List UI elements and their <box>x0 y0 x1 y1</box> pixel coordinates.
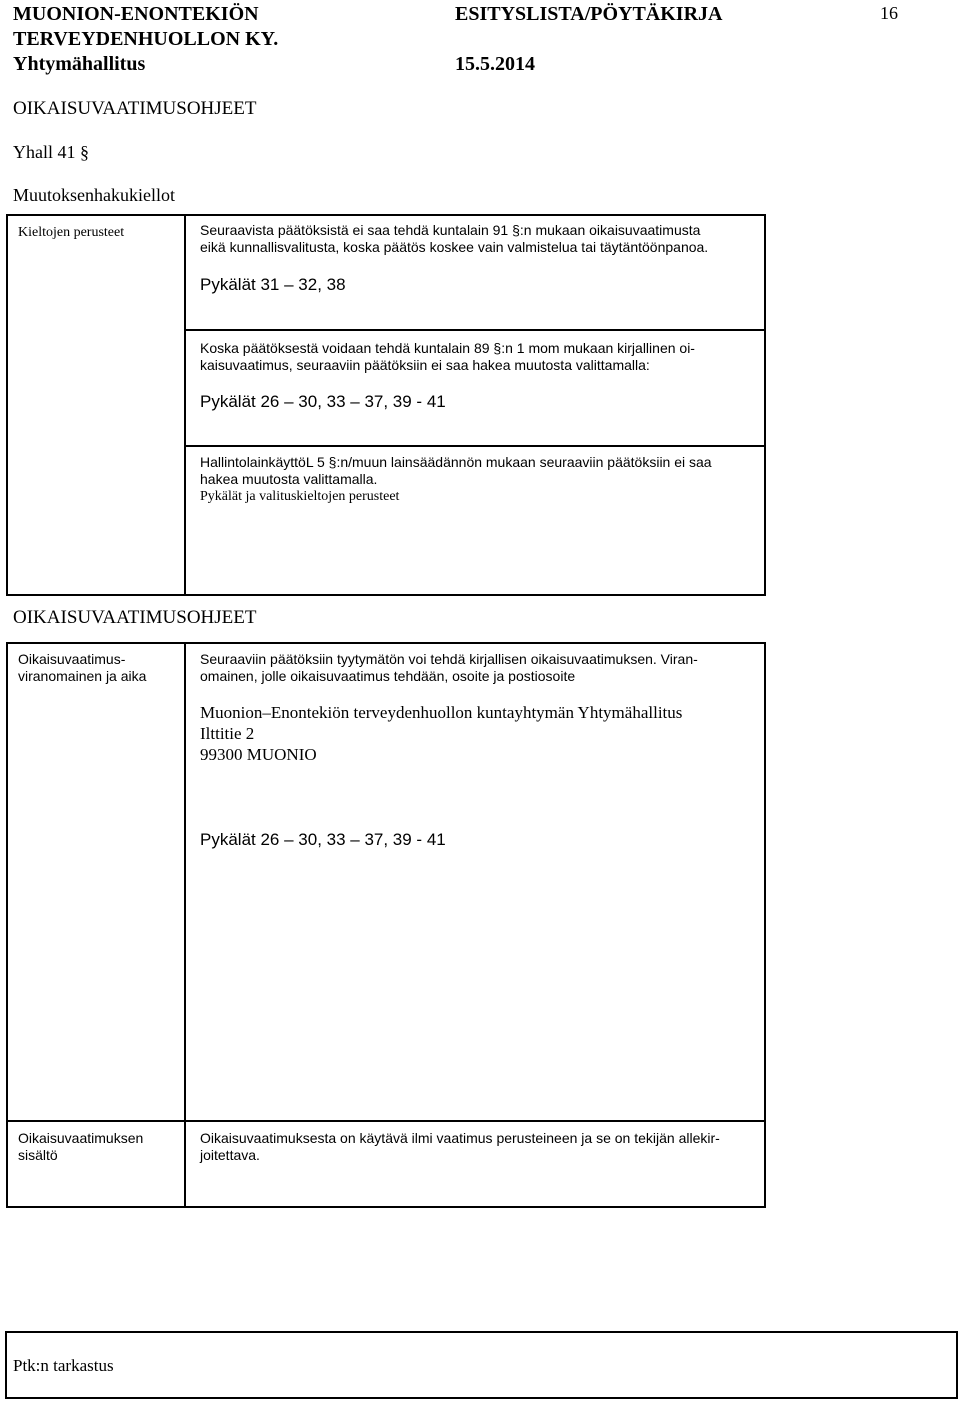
content-label-line2: sisältö <box>18 1147 58 1163</box>
org-name-line3: Yhtymähallitus <box>13 53 146 75</box>
authority-address-line3: 99300 MUONIO <box>200 745 317 764</box>
authority-label-line2: viranomainen ja aika <box>18 668 147 684</box>
appealable-sections: Pykälät 26 – 30, 33 – 37, 39 - 41 <box>200 830 446 849</box>
ban-grounds-label: Kieltojen perusteet <box>18 225 125 240</box>
appeal-bans-divider <box>184 214 186 596</box>
ban-para2-line2: kaisuvaatimus, seuraaviin päätöksiin ei saa hakea muutosta valittamalla: <box>200 357 650 373</box>
ban-para3-line2: hakea muutosta valittamalla. <box>200 471 378 487</box>
ban-para2-sections: Pykälät 26 – 30, 33 – 37, 39 - 41 <box>200 392 446 411</box>
ban-para2-line1: Koska päätöksestä voidaan tehdä kuntalain 89 §:n 1 mom mukaan kirjallinen oi- <box>200 340 695 356</box>
ban-para1-line2: eikä kunnallisvalitusta, koska päätös koskee vain valmistelua tai täytäntöönpanoa. <box>200 239 709 255</box>
authority-address-line1: Muonion–Enontekiön terveydenhuollon kuntayhtymän Yhtymähallitus <box>200 703 683 722</box>
appeal-instructions-row-divider <box>6 1120 766 1122</box>
authority-para-line1: Seuraaviin päätöksiin tyytymätön voi tehdä kirjallisen oikaisuvaatimuksen. Viran- <box>200 651 698 667</box>
org-name-line1: MUONION-ENONTEKIÖN <box>13 3 259 25</box>
appeal-instructions-divider <box>184 642 186 1208</box>
content-text-line2: joitettava. <box>200 1147 260 1163</box>
section1-title: OIKAISUVAATIMUSOHJEET <box>13 98 257 119</box>
content-text-line1: Oikaisuvaatimuksesta on käytävä ilmi vaatimus perusteineen ja se on tekijän allekir- <box>200 1130 720 1146</box>
ban-para1-sections: Pykälät 31 – 32, 38 <box>200 275 346 294</box>
minutes-review-box <box>5 1331 958 1399</box>
document-type: ESITYSLISTA/PÖYTÄKIRJA <box>455 3 723 25</box>
appeal-bans-row-divider-2 <box>184 445 766 447</box>
ban-para1-line1: Seuraavista päätöksistä ei saa tehdä kuntalain 91 §:n mukaan oikaisuvaatimusta <box>200 222 701 238</box>
org-name-line2: TERVEYDENHUOLLON KY. <box>13 28 279 50</box>
authority-address-line2: Ilttitie 2 <box>200 724 255 743</box>
appeal-instructions-box <box>6 642 766 1208</box>
authority-label-line1: Oikaisuvaatimus- <box>18 651 126 667</box>
section2-title: OIKAISUVAATIMUSOHJEET <box>13 607 257 628</box>
appeal-bans-row-divider-1 <box>184 329 766 331</box>
minutes-review-label: Ptk:n tarkastus <box>13 1356 114 1375</box>
document-date: 15.5.2014 <box>455 53 535 75</box>
ban-para3-note: Pykälät ja valituskieltojen perusteet <box>200 489 400 504</box>
page-number: 16 <box>880 3 898 23</box>
ban-para3-line1: HallintolainkäyttöL 5 §:n/muun lainsäädännön mukaan seuraaviin päätöksiin ei saa <box>200 454 712 470</box>
content-label-line1: Oikaisuvaatimuksen <box>18 1130 144 1146</box>
section-reference: Yhall 41 § <box>13 142 89 162</box>
authority-para-line2: omainen, jolle oikaisuvaatimus tehdään, osoite ja postiosoite <box>200 668 576 684</box>
section1-subtitle: Muutoksenhakukiellot <box>13 185 175 205</box>
